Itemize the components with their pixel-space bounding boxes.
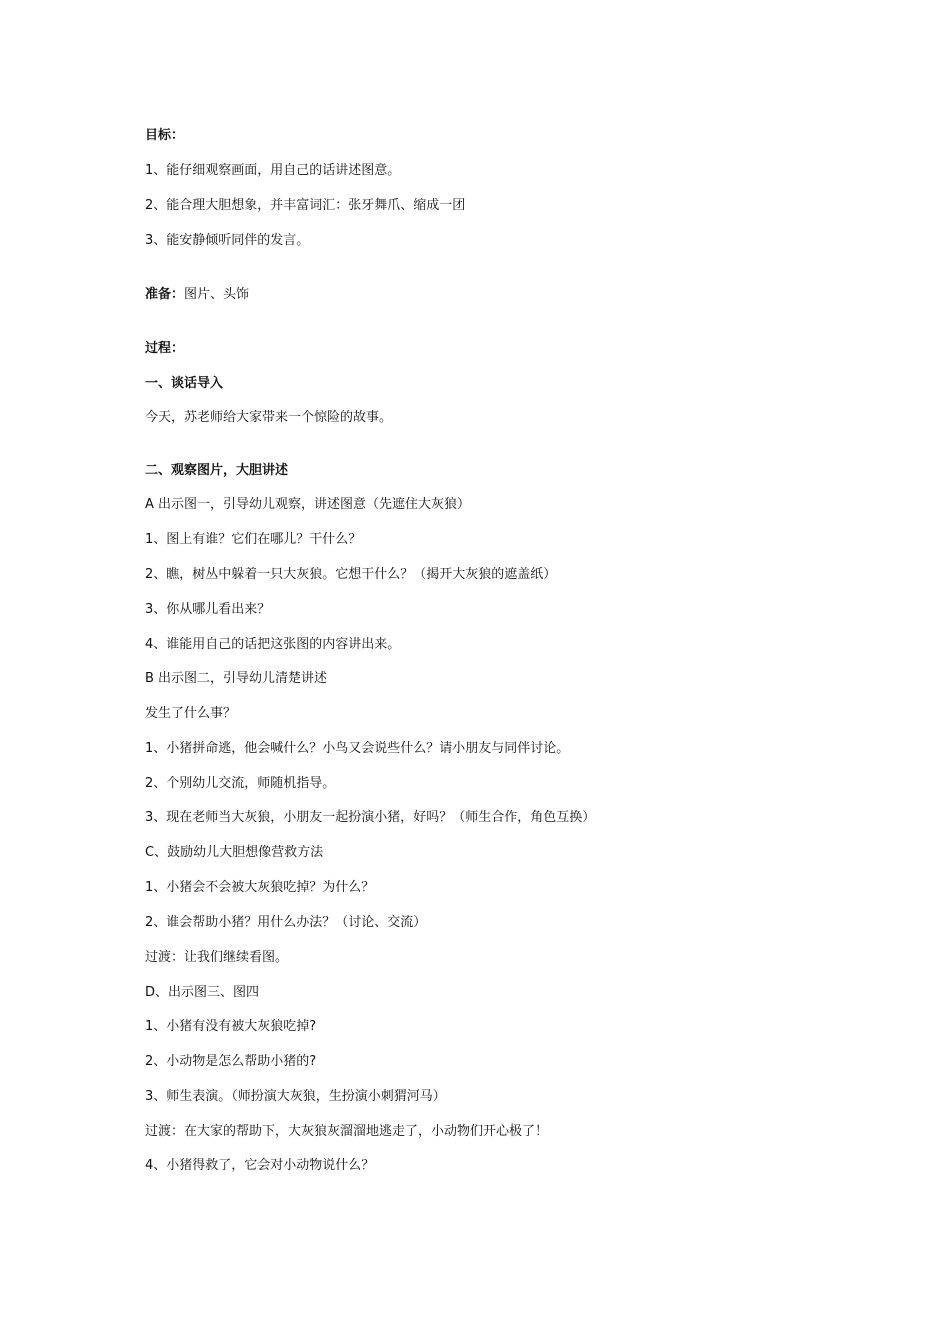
step-line: 发生了什么事？ — [145, 706, 237, 721]
goals-heading: 目标： — [145, 128, 185, 143]
step-line: 2、个别幼儿交流，师随机指导。 — [145, 776, 336, 791]
step-line: 2、谁会帮助小猪？用什么办法？（讨论、交流） — [145, 915, 427, 930]
section-title: 一、谈话导入 — [145, 376, 224, 391]
goal-item: 2、能合理大胆想象，并丰富词汇：张牙舞爪、缩成一团 — [145, 198, 466, 213]
step-line: 4、谁能用自己的话把这张图的内容讲出来。 — [145, 637, 401, 652]
process-heading: 过程： — [145, 341, 185, 356]
step-line: 过渡：在大家的帮助下，大灰狼灰溜溜地逃走了，小动物们开心极了！ — [145, 1124, 549, 1139]
step-line: D、出示图三、图四 — [145, 985, 260, 1000]
step-line: 3、师生表演。（师扮演大灰狼，生扮演小刺猬河马） — [145, 1089, 446, 1104]
step-line: 1、小猪有没有被大灰狼吃掉? — [145, 1019, 317, 1034]
step-line: 3、现在老师当大灰狼，小朋友一起扮演小猪，好吗？（师生合作，角色互换） — [145, 810, 596, 825]
step-line: 1、图上有谁？它们在哪儿？干什么？ — [145, 532, 362, 547]
section-title: 二、观察图片，大胆讲述 — [145, 463, 289, 478]
step-line: A 出示图一，引导幼儿观察，讲述图意（先遮住大灰狼） — [145, 497, 471, 512]
prep-label: 准备： — [145, 287, 185, 302]
step-line: B 出示图二，引导幼儿清楚讲述 — [145, 671, 328, 686]
step-line: 2、小动物是怎么帮助小猪的? — [145, 1054, 317, 1069]
step-line: 1、小猪会不会被大灰狼吃掉？为什么？ — [145, 880, 375, 895]
step-line: 4、小猪得救了，它会对小动物说什么？ — [145, 1158, 375, 1173]
prep-text: 图片、头饰 — [184, 287, 250, 302]
goal-item: 3、能安静倾听同伴的发言。 — [145, 233, 310, 248]
step-line: 过渡：让我们继续看图。 — [145, 950, 289, 965]
goal-item: 1、能仔细观察画面，用自己的话讲述图意。 — [145, 163, 401, 178]
step-line: 1、小猪拼命逃，他会喊什么？小鸟又会说些什么？请小朋友与同伴讨论。 — [145, 741, 570, 756]
paragraph: 今天，苏老师给大家带来一个惊险的故事。 — [145, 410, 393, 425]
step-line: 3、你从哪儿看出来？ — [145, 602, 271, 617]
prep-line — [145, 287, 249, 303]
step-line: 2、瞧，树丛中躲着一只大灰狼。它想干什么？（揭开大灰狼的遮盖纸） — [145, 567, 557, 582]
step-line: C、鼓励幼儿大胆想像营救方法 — [145, 845, 324, 860]
